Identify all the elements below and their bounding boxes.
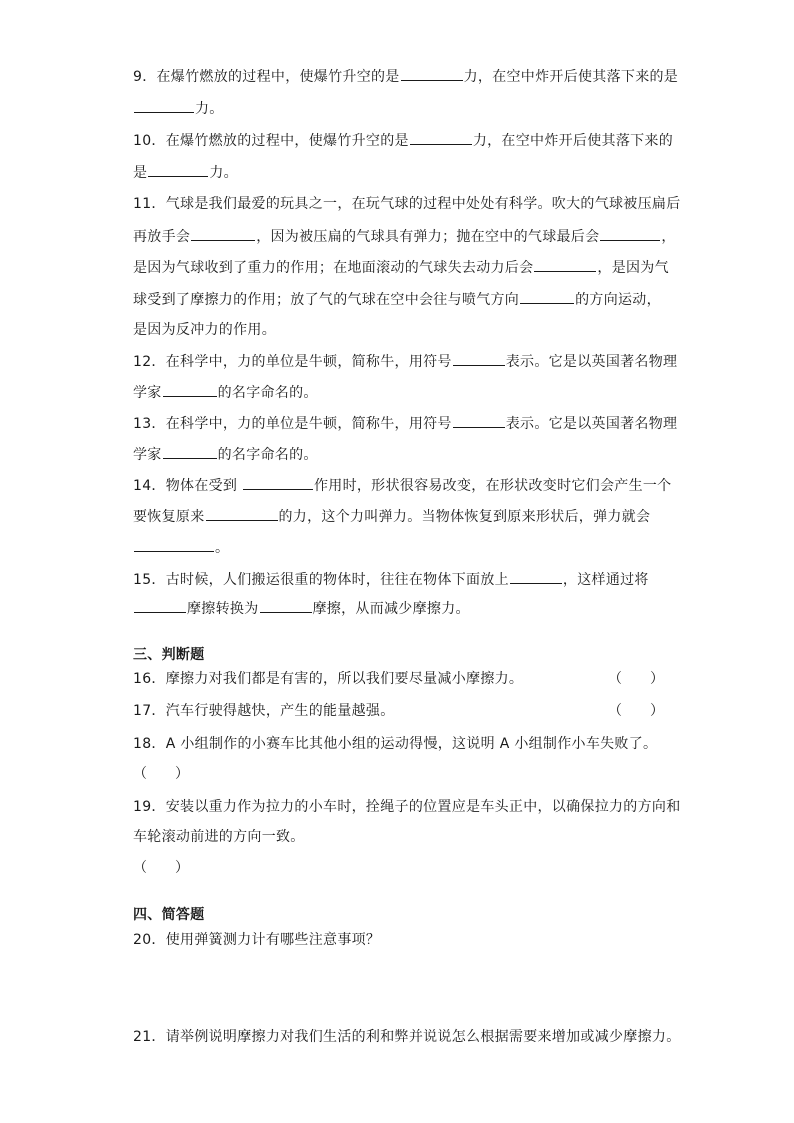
question-21-text: 21．请举例说明摩擦力对我们生活的利和弊并说说怎么根据需要来增加或减少摩擦力。 [133, 1029, 681, 1045]
question-11-line-1 [133, 194, 681, 214]
question-16 [133, 669, 523, 689]
question-17-text: 17．汽车行驶得越快，产生的能量越强。 [133, 703, 395, 719]
answer-blank[interactable] [148, 162, 208, 177]
answer-parentheses[interactable]: （ ） [133, 860, 189, 876]
answer-parentheses[interactable]: （ ） [133, 766, 189, 782]
question-14-line-1 [133, 475, 671, 496]
question-14-line-2 [133, 506, 650, 527]
question-10-line-2 [133, 162, 238, 183]
question-11-text: ，因为被压扁的气球具有弹力；抛在空中的气球最后会 [256, 229, 600, 245]
question-20-text: 20．使用弹簧测力计有哪些注意事项？ [133, 932, 381, 948]
section-4-heading: 四、简答题 [133, 907, 205, 923]
answer-blank[interactable] [206, 506, 278, 521]
question-15-text: 摩擦转换为 [187, 601, 259, 617]
question-13-text: 的名字命名的。 [217, 447, 318, 463]
question-11-line-4 [133, 289, 661, 310]
question-10-text: 力。 [209, 165, 238, 181]
question-12-line-1 [133, 351, 677, 372]
question-19-line-1 [133, 797, 681, 817]
question-10-text: 10．在爆竹燃放的过程中，使爆竹升空的是 [133, 133, 409, 149]
answer-blank[interactable] [243, 475, 313, 490]
answer-blank[interactable] [410, 130, 472, 145]
question-9-line-1 [133, 66, 678, 87]
answer-blank[interactable] [191, 226, 255, 241]
question-21 [133, 1027, 681, 1047]
question-15-text: ，这样通过将 [562, 572, 649, 588]
question-14-text: 的力，这个力叫弹力。当物体恢复到原来形状后，弹力就会 [278, 509, 651, 525]
question-14-text: 。 [215, 540, 230, 556]
answer-parentheses[interactable]: （ ） [608, 671, 664, 687]
question-9-text: 9．在爆竹燃放的过程中，使爆竹升空的是 [133, 69, 400, 85]
question-11-text: ，是因为气 [597, 260, 669, 276]
answer-blank[interactable] [453, 351, 505, 366]
question-14-line-3 [133, 537, 229, 558]
answer-blank[interactable] [134, 98, 194, 113]
question-20 [133, 930, 380, 950]
answer-parentheses[interactable]: （ ） [608, 703, 664, 719]
answer-blank[interactable] [134, 537, 214, 552]
question-15-line-1 [133, 569, 649, 590]
question-13-text: 13．在科学中，力的单位是牛顿，简称牛，用符号 [133, 416, 452, 432]
question-14-text: 14．物体在受到 [133, 478, 238, 494]
question-11-text: 是因为反冲力的作用。 [133, 322, 276, 338]
question-11-text: 11．气球是我们最爱的玩具之一，在玩气球的过程中处处有科学。吹大的气球被压扁后 [133, 196, 681, 212]
question-11-line-3 [133, 257, 669, 278]
question-10-text: 力，在空中炸开后使其落下来的 [472, 133, 674, 149]
question-18 [133, 734, 657, 754]
question-9-line-2 [133, 98, 224, 119]
question-15-line-2 [133, 598, 470, 619]
question-9-text: 力，在空中炸开后使其落下来的是 [463, 69, 679, 85]
section-3-heading: 三、判断题 [133, 647, 205, 663]
answer-blank[interactable] [520, 289, 574, 304]
question-12-text: 的名字命名的。 [217, 385, 318, 401]
answer-blank[interactable] [534, 257, 596, 272]
question-13-text: 学家 [133, 447, 162, 463]
question-13-line-1 [133, 413, 677, 434]
question-14-text: 要恢复原来 [133, 509, 205, 525]
question-12-line-2 [133, 382, 318, 403]
question-12-text: 学家 [133, 385, 162, 401]
answer-blank[interactable] [260, 598, 312, 613]
question-19-text: 车轮滚动前进的方向一致。 [133, 829, 305, 845]
question-11-text: 再放手会 [133, 229, 191, 245]
question-11-line-5 [133, 320, 276, 340]
question-12-text: 12．在科学中，力的单位是牛顿，简称牛，用符号 [133, 354, 452, 370]
answer-blank[interactable] [163, 444, 217, 459]
question-11-text: 球受到了摩擦力的作用；放了气的气球在空中会往与喷气方向 [133, 292, 520, 308]
question-11-text: 的方向运动， [575, 292, 661, 308]
question-12-text: 表示。它是以英国著名物理 [505, 354, 678, 370]
question-18-text: 18．A 小组制作的小赛车比其他小组的运动得慢，这说明 A 小组制作小车失败了。 [133, 736, 658, 752]
question-15-text: 摩擦，从而减少摩擦力。 [312, 601, 470, 617]
question-13-text: 表示。它是以英国著名物理 [505, 416, 678, 432]
question-15-text: 15．古时候，人们搬运很重的物体时，往往在物体下面放上 [133, 572, 509, 588]
question-9-text: 力。 [195, 101, 224, 117]
answer-blank[interactable] [163, 382, 217, 397]
answer-blank[interactable] [401, 66, 463, 81]
question-14-text: 作用时，形状很容易改变，在形状改变时它们会产生一个 [313, 478, 672, 494]
question-13-line-2 [133, 444, 318, 465]
answer-blank[interactable] [453, 413, 505, 428]
question-19-line-2 [133, 827, 305, 847]
question-10-text: 是 [133, 165, 148, 181]
question-11-line-2 [133, 226, 676, 247]
question-11-text: 是因为气球收到了重力的作用；在地面滚动的气球失去动力后会 [133, 260, 534, 276]
question-16-text: 16．摩擦力对我们都是有害的，所以我们要尽量减小摩擦力。 [133, 671, 524, 687]
answer-blank[interactable] [600, 226, 660, 241]
answer-blank[interactable] [510, 569, 562, 584]
question-10-line-1 [133, 130, 673, 151]
question-17 [133, 701, 395, 721]
question-19-text: 19．安装以重力作为拉力的小车时，拴绳子的位置应是车头正中，以确保拉力的方向和 [133, 799, 681, 815]
question-11-text: ， [661, 229, 676, 245]
answer-blank[interactable] [134, 598, 186, 613]
